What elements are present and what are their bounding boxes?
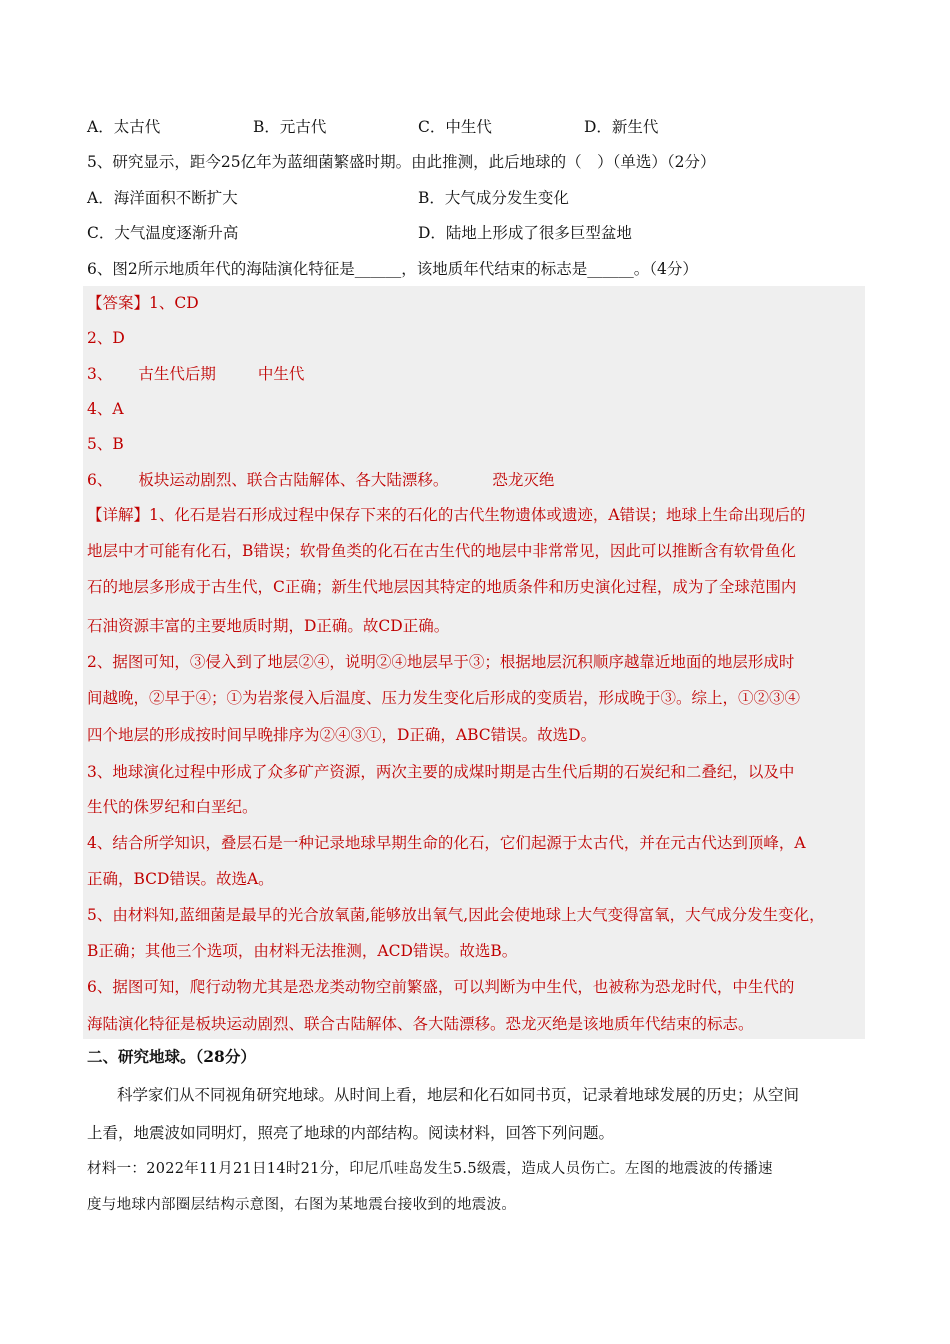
q5-stem: 5、研究显示，距今25亿年为蓝细菌繁盛时期。由此推测，此后地球的（ ）（单选）（2分） [87,153,716,171]
answer-3-part1: 古生代后期 [138,365,216,383]
detail-2-line-2: 间越晚，②早于④；①为岩浆侵入后温度、压力发生变化后形成的变质岩，形成晚于③。综上，①②③④ [87,689,801,707]
answer-3-number: 3、 [87,365,113,383]
detail-4-line-2: 正确，BCD错误。故选A。 [87,870,274,888]
q4-option-d: D．新生代 [584,118,659,136]
q4-option-b: B．元古代 [253,118,327,136]
material-1-line-1: 材料一：2022年11月21日14时21分，印尼爪哇岛发生5.5级震，造成人员伤亡。左图的地震波的传播速 [87,1161,773,1177]
detail-1-line-1: 【详解】1、化石是岩石形成过程中保存下来的石化的古代生物遗体或遗迹，A错误；地球上生命出现后的 [87,506,806,524]
detail-2-line-3: 四个地层的形成按时间早晚排序为②④③①，D正确，ABC错误。故选D。 [87,726,597,744]
q5-option-a: A．海洋面积不断扩大 [87,189,238,207]
section-2-heading: 二、研究地球。（28分） [87,1047,256,1066]
answer-4: 4、A [87,400,124,418]
detail-3-line-1: 3、地球演化过程中形成了众多矿产资源，两次主要的成煤时期是古生代后期的石炭纪和二叠纪，以及中 [87,763,795,781]
detail-1-line-4: 石油资源丰富的主要地质时期，D正确。故CD正确。 [87,617,450,635]
answer-6-number: 6、 [87,471,113,489]
answer-1: 【答案】1、CD [87,294,199,312]
answer-2: 2、D [87,329,125,347]
detail-6-line-2: 海陆演化特征是板块运动剧烈、联合古陆解体、各大陆漂移。恐龙灭绝是该地质年代结束的标志。 [87,1015,754,1033]
answer-5: 5、B [87,435,124,453]
section-2-intro-line-1: 科学家们从不同视角研究地球。从时间上看，地层和化石如同书页，记录着地球发展的历史；从空间 [117,1086,800,1104]
answer-6-part1: 板块运动剧烈、联合古陆解体、各大陆漂移。 [138,471,449,489]
detail-1-line-3: 石的地层多形成于古生代，C正确；新生代地层因其特定的地质条件和历史演化过程，成为了全球范围内 [87,578,797,596]
q4-option-c: C．中生代 [418,118,492,136]
q5-option-b: B．大气成分发生变化 [418,189,569,207]
detail-3-line-2: 生代的侏罗纪和白垩纪。 [87,798,258,816]
detail-1-line-2: 地层中才可能有化石，B错误；软骨鱼类的化石在古生代的地层中非常常见，因此可以推断含有软骨鱼化 [87,542,796,560]
detail-4-line-1: 4、结合所学知识，叠层石是一种记录地球早期生命的化石，它们起源于太古代，并在元古代达到顶峰，A [87,834,806,852]
detail-2-line-1: 2、据图可知，③侵入到了地层②④，说明②④地层早于③；根据地层沉积顺序越靠近地面的地层形成时 [87,653,795,671]
answer-3-part2: 中生代 [257,365,305,383]
answer-6-part2: 恐龙灭绝 [492,471,555,489]
detail-5-line-1: 5、由材料知,蓝细菌是最早的光合放氧菌,能够放出氧气,因此会使地球上大气变得富氧，大气成分发生变化， [87,906,825,924]
answer-3 [87,364,304,384]
q5-option-c: C．大气温度逐渐升高 [87,224,239,242]
section-2-intro-line-2: 上看，地震波如同明灯，照亮了地球的内部结构。阅读材料，回答下列问题。 [87,1124,615,1142]
detail-6-line-1: 6、据图可知，爬行动物尤其是恐龙类动物空前繁盛，可以判断为中生代，也被称为恐龙时代，中生代的 [87,978,795,996]
q6-stem: 6、图2所示地质年代的海陆演化特征是______，该地质年代结束的标志是______。（4分） [87,260,698,278]
q5-option-d: D．陆地上形成了很多巨型盆地 [418,224,632,242]
answer-6 [87,470,554,490]
material-1-line-2: 度与地球内部圈层结构示意图，右图为某地震台接收到的地震波。 [87,1197,517,1213]
detail-5-line-2: B正确；其他三个选项，由材料无法推测，ACD错误。故选B。 [87,942,518,960]
q4-option-a: A．太古代 [87,118,161,136]
